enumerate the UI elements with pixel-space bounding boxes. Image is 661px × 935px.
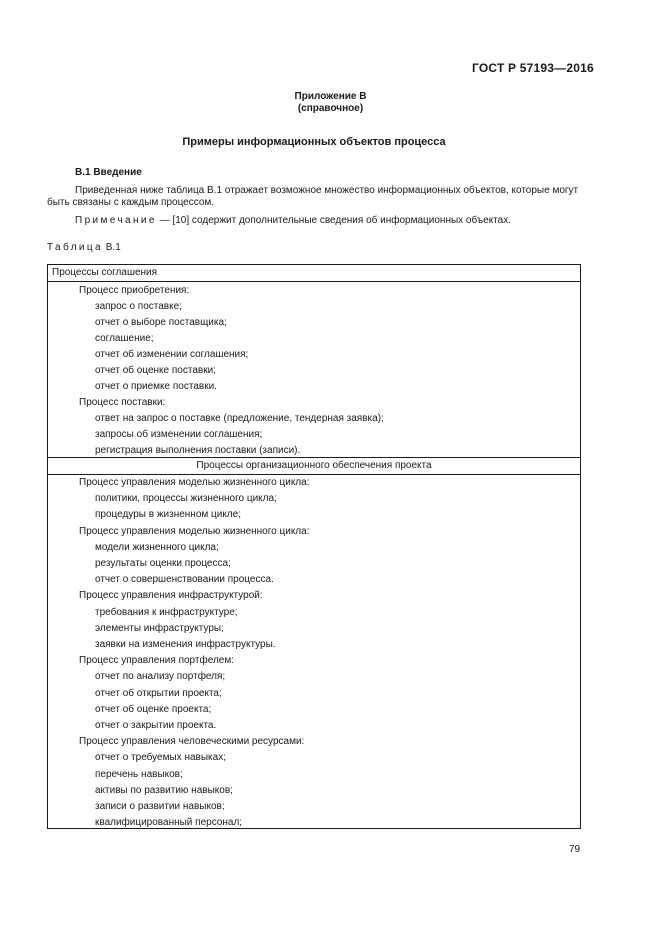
table-item-row: отчет об оценке проекта; (95, 703, 212, 715)
table-item-row: отчет о выборе поставщика; (95, 317, 227, 328)
table-process-row: Процесс поставки: (79, 397, 166, 408)
table-process-row: Процесс управления инфраструктурой: (79, 590, 263, 602)
table-item-row: отчет об оценке поставки; (95, 365, 216, 376)
table-item-row: соглашение; (95, 333, 154, 344)
table-process-row: Процесс управления моделью жизненного цикла: (79, 477, 310, 488)
table-item-row: модели жизненного цикла; (95, 541, 219, 553)
table-item-row: процедуры в жизненном цикле; (95, 509, 242, 521)
table-caption-label: Таблица (47, 242, 104, 253)
main-heading: Примеры информационных объектов процесса (182, 136, 446, 148)
intro-paragraph-line-2: быть связаны с каждым процессом. (47, 197, 215, 208)
table-item-row: запросы об изменении соглашения; (95, 429, 263, 440)
table-item-row: отчет об открытии проекта; (95, 687, 222, 699)
table-item-row: отчет о закрытии проекта. (95, 720, 217, 731)
table-item-row: отчет о приемке поставки. (95, 381, 217, 392)
document-code: ГОСТ Р 57193—2016 (472, 61, 594, 75)
table-process-row: Процесс управления человеческими ресурсами: (79, 736, 305, 748)
table-item-row: элементы инфраструктуры; (95, 622, 224, 634)
table-item-row: результаты оценки процесса; (95, 558, 231, 569)
table-process-row: Процесс управления портфелем: (79, 655, 234, 667)
table-process-row: Процесс управления моделью жизненного цикла: (79, 525, 310, 537)
note-label: Примечание (75, 215, 157, 226)
table-item-row: запрос о поставке; (95, 301, 182, 312)
table-item-row: требования к инфраструктуре; (95, 606, 238, 618)
table-caption (47, 242, 121, 253)
table-caption-number: В.1 (103, 242, 121, 253)
table-b1 (47, 264, 581, 829)
table-group-header: Процессы соглашения (48, 265, 580, 282)
intro-paragraph-line-1: Приведенная ниже таблица В.1 отражает возможное множество информационных объектов, которые могут (75, 185, 579, 196)
table-item-row: отчет по анализу портфеля; (95, 671, 226, 683)
table-item-row: ответ на запрос о поставке (предложение, тендерная заявка); (95, 413, 384, 424)
note (75, 215, 511, 226)
table-item-row: отчет о требуемых навыках; (95, 752, 226, 764)
table-group-header: Процессы организационного обеспечения проекта (48, 457, 580, 475)
table-item-row: регистрация выполнения поставки (записи). (95, 445, 301, 456)
table-item-row: записи о развитии навыков; (95, 801, 225, 812)
table-item-row: квалифицированный персонал; (95, 817, 243, 829)
table-item-row: заявки на изменения инфраструктуры. (95, 639, 276, 650)
table-item-row: перечень навыков; (95, 768, 183, 780)
note-text: — [10] содержит дополнительные сведения об информационных объектах. (156, 215, 511, 226)
appendix-subtitle: (справочное) (297, 103, 364, 114)
table-item-row: отчет об изменении соглашения; (95, 349, 249, 360)
section-heading: В.1 Введение (75, 167, 142, 178)
page-number: 79 (569, 844, 581, 855)
table-item-row: активы по развитию навыков; (95, 784, 233, 796)
table-item-row: отчет о совершенствовании процесса. (95, 574, 274, 586)
table-item-row: политики, процессы жизненного цикла; (95, 493, 277, 505)
appendix-title: Приложение В (294, 91, 367, 102)
table-process-row: Процесс приобретения: (79, 285, 190, 296)
